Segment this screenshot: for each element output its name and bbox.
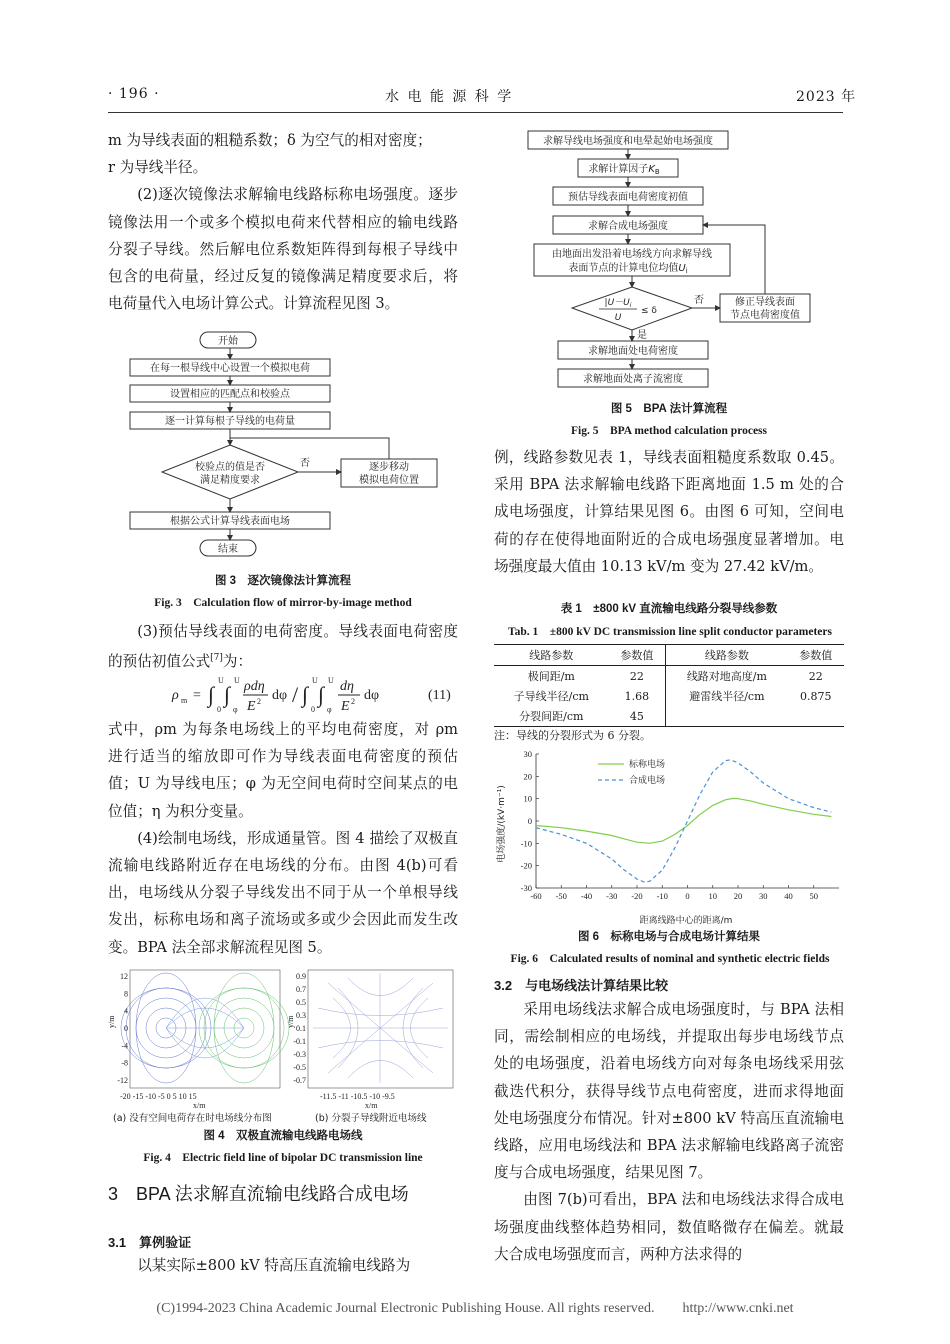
para-charge-end: 为：	[222, 653, 253, 671]
fig6-xtick-label: 20	[733, 891, 743, 901]
header-rule	[108, 112, 843, 113]
svg-text:2: 2	[351, 697, 355, 706]
fig5-box1: 求解导线电场强度和电晕起始电场强度	[543, 136, 713, 147]
para-charge-density	[108, 618, 458, 675]
fig3-no-label: 否	[300, 458, 310, 469]
svg-text:U: U	[218, 676, 224, 685]
fig6-xtick-label: -10	[656, 891, 668, 901]
fig6-xtick-label: 50	[809, 891, 818, 901]
fig4a-field-lines	[121, 973, 289, 1083]
table-row	[494, 666, 844, 687]
right-column-bottom	[494, 996, 844, 1268]
page-number: · 196 ·	[108, 86, 160, 102]
ref-7[interactable]: [7]	[210, 653, 223, 664]
fig6-series-synthetic	[536, 760, 831, 882]
svg-text:∫: ∫	[224, 682, 231, 707]
fig5-ui-sub: i	[685, 267, 688, 275]
fig4b-xlabel: x/m	[365, 1101, 378, 1110]
svg-text:φ: φ	[327, 705, 332, 714]
para-charge-text: (3)预估导线表面的电荷密度。导线表面电荷密度的预估初值公式	[108, 623, 458, 671]
fig3-step1: 在每一根导线中心设置一个模拟电荷	[150, 363, 310, 374]
fig3-caption-cn: 图 3 逐次镜像法计算流程	[214, 575, 352, 587]
figure-6-chart	[494, 746, 844, 926]
fig3-side-line1: 逐步移动	[369, 462, 409, 473]
right-column-top	[494, 444, 844, 580]
fig3-end: 结束	[218, 544, 238, 555]
svg-text:E: E	[247, 699, 256, 714]
fig4b-ytick: -0.1	[293, 1037, 306, 1046]
fig4-caption-en: Fig. 4 Electric field line of bipolar DC transmission line	[143, 1152, 423, 1164]
fig3-step2: 设置相应的匹配点和校验点	[170, 389, 290, 400]
fig6-xtick-label: -60	[530, 891, 542, 901]
fig4a-subcaption: (a) 没有空间电荷存在时电场线分布图	[113, 1113, 272, 1124]
fig5-ui: U	[678, 263, 686, 274]
fig4a-ytick: -8	[121, 1058, 128, 1068]
para-results: 例，线路参数见表 1，导线表面粗糙度系数取 0.45。采用 BPA 法求解输电线路下距离地面 1.5 m 处的合成电场强度，计算结果见图 6。由图 6 可知，空间电荷的存在使得地面附近的合成电场强度显著增加。电场强度最大值由 10.13 kV/m 变为 27.42 kV/m。	[494, 449, 844, 575]
svg-text:dη: dη	[340, 679, 354, 694]
para-field-lines: (4)绘制电场线，形成通量管。图 4 描绘了双极直流输电线路附近存在电场线的分布。由图 4(b)可看出，电场线从分裂子导线发出不同于从一个单根导线发出，标称电场和离子流场或多或少会因此而发生改变。BPA 法全部求解流程见图 5。	[108, 829, 458, 956]
svg-text:U: U	[312, 676, 318, 685]
section-3-2-heading: 3.2 与电场线法计算结果比较	[494, 978, 669, 993]
svg-text:φ: φ	[233, 705, 238, 714]
fig6-legend-label: 合成电场	[629, 776, 666, 786]
fig6-ytick-label: 30	[523, 749, 532, 759]
fig6-xtick-label: 30	[759, 891, 768, 901]
table-header: 线路参数	[666, 645, 788, 666]
table-cell: 45	[629, 709, 644, 723]
svg-text:m: m	[181, 696, 188, 705]
table-cell: 22	[808, 669, 823, 683]
fig5-box2: 求解计算因子	[588, 164, 649, 175]
fig6-ytick-label: 20	[523, 771, 532, 782]
table-cell: 极间距/m	[527, 670, 575, 683]
fig5-side-line1: 修正导线表面	[735, 297, 795, 308]
fig5-box3: 预估导线表面电荷密度初值	[568, 192, 688, 203]
fig3-caption-en: Fig. 3 Calculation flow of mirror-by-image method	[154, 597, 412, 609]
fig4a-ytick: 8	[124, 989, 128, 999]
fig5-yes-label: 是	[637, 330, 647, 341]
para-radius: r 为导线半径。	[108, 159, 208, 177]
left-column-mid	[108, 716, 458, 961]
table-row	[494, 706, 844, 727]
fig6-series-nominal	[536, 798, 831, 843]
fig6-xtick-label: 40	[784, 891, 793, 901]
fig5-kb-sub: B	[654, 168, 660, 176]
svg-text:U: U	[234, 676, 240, 685]
svg-text:∫: ∫	[318, 682, 325, 707]
fig4a-ytick: 12	[120, 972, 128, 981]
fig4b-field-lines	[313, 973, 448, 1083]
table-header: 参数值	[620, 649, 654, 662]
fig4a-ylabel: y/m	[107, 1015, 116, 1028]
fig6-xtick-label: -20	[631, 891, 643, 901]
para-field-line-method: 采用电场线法求解合成电场强度时，与 BPA 法相同，需绘制相应的电场线，并提取出每步电场线节点处的电场强度，沿着电场线方向对每条电场线采用弦截迭代积分，获得导线节点电荷密度，进而求得地面处电场强度分布情况。针对±800 kV 特高压直流输电线路，应用电场线法和 BPA 法求解输电线路离子流密度与合成电场强度，结果见图 7。	[494, 1001, 844, 1182]
fig5-decision-numerator: |U－U	[604, 298, 630, 308]
figure-4	[108, 968, 458, 1110]
fig5-box6: 求解地面处电荷密度	[588, 346, 678, 357]
table-cell: 分裂间距/cm	[519, 710, 584, 723]
svg-text:∫: ∫	[302, 682, 309, 707]
fig4b-xticks: -11.5 -11 -10.5 -10 -9.5	[320, 1092, 395, 1101]
equation-number: (11)	[428, 688, 451, 703]
table-cell: 22	[629, 669, 644, 683]
copyright-footer: (C)1994-2023 China Academic Journal Electronic Publishing House. All rights reserved. http://www.cnki.net	[156, 1301, 794, 1316]
table-cell	[788, 706, 844, 727]
fig5-kb: K	[648, 164, 655, 175]
fig6-ytick-label: -10	[520, 838, 532, 849]
fig4a-ytick: 0	[124, 1024, 128, 1033]
fig6-xtick-label: -50	[555, 891, 567, 901]
figure-3-flowchart	[108, 328, 458, 566]
svg-text:ρdη: ρdη	[244, 679, 265, 694]
fig5-box4: 求解合成电场强度	[588, 221, 668, 232]
para-comparison: 由图 7(b)可看出，BPA 法和电场线法求得合成电场强度曲线整体趋势相同，数值略微存在偏差。就最大合成电场强度而言，两种方法求得的	[494, 1191, 844, 1263]
fig4b-ytick: -0.5	[293, 1063, 306, 1072]
svg-text:dφ: dφ	[364, 688, 380, 703]
fig4a-ytick: 4	[124, 1006, 128, 1016]
table-header: 线路参数	[529, 649, 574, 662]
table-header: 参数值	[799, 649, 833, 662]
table-cell: 避雷线半径/cm	[666, 686, 788, 706]
fig6-ytick-label: 10	[523, 793, 532, 804]
svg-text:∫: ∫	[208, 682, 215, 707]
figure-5-flowchart	[494, 124, 844, 392]
section-3-heading: 3 BPA 法求解直流输电线路合成电场	[108, 1184, 409, 1204]
svg-text:=: =	[193, 688, 201, 703]
fig4a-ytick: -4	[121, 1041, 128, 1051]
svg-text:0: 0	[311, 705, 315, 714]
fig4b-ytick: -0.3	[293, 1050, 306, 1059]
fig6-caption-cn: 图 6 标称电场与合成电场计算结果	[577, 931, 761, 943]
fig6-legend-label: 标称电场	[629, 760, 666, 770]
table1-caption-cn: 表 1 ±800 kV 直流输电线路分裂导线参数	[560, 603, 778, 615]
fig6-ytick-label: 0	[527, 816, 532, 826]
fig5-caption-cn: 图 5 BPA 法计算流程	[610, 403, 728, 415]
table-1	[494, 644, 844, 727]
table1-caption-en: Tab. 1 ±800 kV DC transmission line split conductor parameters	[508, 626, 832, 638]
fig4a-xticks: -20 -15 -10 -5 0 5 10 15	[120, 1092, 197, 1101]
fig4b-ytick: -0.7	[293, 1076, 306, 1085]
fig6-xlabel: 距离线路中心的距离/m	[639, 916, 733, 926]
svg-text:E: E	[341, 699, 350, 714]
table1-note: 注：导线的分裂形式为 6 分裂。	[494, 729, 651, 742]
svg-text:表面节点的计算电位均值Ui	[568, 261, 687, 275]
table-cell	[666, 706, 788, 727]
fig5-box5-line1: 由地面出发沿着电场线方向求解导线	[552, 249, 712, 260]
fig6-ytick-label: -30	[520, 883, 532, 893]
fig5-decision-sub: i	[629, 302, 632, 309]
fig4b-ytick: 0.5	[296, 998, 306, 1007]
svg-text:dφ: dφ	[272, 688, 288, 703]
fig3-side-line2: 模拟电荷位置	[359, 475, 419, 486]
year: 2023 年	[796, 89, 857, 105]
fig4b-ytick: 0.1	[296, 1024, 306, 1033]
fig6-xtick-label: 10	[708, 891, 717, 901]
left-column-top	[108, 127, 458, 317]
fig6-xtick-label: -30	[606, 891, 618, 901]
fig6-xtick-label: 0	[685, 891, 690, 901]
fig4a-ytick: -12	[117, 1076, 128, 1085]
fig4b-ytick: 0.7	[296, 985, 306, 994]
para-example: 以某实际±800 kV 特高压直流输电线路为	[137, 1257, 411, 1274]
fig5-no-label: 否	[694, 295, 704, 306]
table-cell: 1.68	[624, 689, 650, 703]
svg-text:|U－Ui	[605, 298, 632, 309]
fig5-box7: 求解地面处离子流密度	[583, 374, 683, 385]
fig4b-subcaption: (b) 分裂子导线附近电场线	[315, 1113, 427, 1124]
svg-text:U: U	[328, 676, 334, 685]
journal-title: 水 电 能 源 科 学	[385, 89, 514, 105]
table-row	[494, 686, 844, 706]
para-roughness: m 为导线表面的粗糙系数；δ 为空气的相对密度；	[108, 132, 432, 149]
fig6-xtick-label: -40	[580, 891, 593, 901]
fig5-decision-relation: ≤ δ	[641, 306, 657, 316]
section-3-1-heading: 3.1 算例验证	[108, 1235, 192, 1250]
fig3-step4: 根据公式计算导线表面电场	[170, 516, 290, 527]
svg-text:/: /	[292, 682, 299, 707]
fig4b-ylabel: y/m	[286, 1015, 295, 1028]
table-cell: 线路对地高度/m	[666, 666, 788, 687]
fig5-decision-denominator: U	[614, 313, 622, 323]
svg-text:ρ: ρ	[172, 688, 179, 703]
fig3-step3: 逐一计算每根子导线的电荷量	[165, 416, 295, 427]
equation-11	[160, 670, 460, 718]
table-cell: 0.875	[800, 689, 832, 703]
fig4a-xlabel: x/m	[193, 1101, 206, 1110]
para-mirror-method: (2)逐次镜像法求解输电线路标称电场强度。逐步镜像法用一个或多个模拟电荷来代替相应的输电线路分裂子导线。然后解电位系数矩阵得到每根子导线中包含的电荷量，经过反复的镜像满足精度要求后，将电荷量代入电场计算公式。计算流程见图 3。	[108, 186, 458, 313]
svg-text:求解计算因子KB	[588, 162, 660, 176]
svg-text:2: 2	[257, 697, 261, 706]
fig4-caption-cn: 图 4 双极直流输电线路电场线	[203, 1130, 363, 1142]
fig5-box5-line2: 表面节点的计算电位均值	[568, 263, 679, 274]
fig4b-ytick: 0.3	[296, 1011, 306, 1020]
para-symbols: 式中，ρm 为每条电场线上的平均电荷密度，对 ρm 进行适当的缩放即可作为导线表面电荷密度的预估值；U 为导线电压；φ 为无空间电荷时空间某点的电位值；η 为积分变量。	[108, 721, 458, 820]
fig3-decision-line2: 满足精度要求	[200, 475, 260, 486]
fig4b-ytick: 0.9	[296, 972, 306, 981]
fig3-decision-line1: 校验点的值是否	[195, 462, 265, 473]
fig6-ylabel: 电场强度/(kV·m⁻¹)	[497, 785, 507, 863]
fig3-start: 开始	[218, 336, 238, 347]
svg-text:0: 0	[217, 705, 221, 714]
left-column-bottom	[108, 1252, 458, 1279]
fig6-caption-en: Fig. 6 Calculated results of nominal and synthetic electric fields	[510, 953, 830, 965]
fig5-caption-en: Fig. 5 BPA method calculation process	[570, 425, 768, 437]
fig6-ytick-label: -20	[520, 860, 532, 871]
fig5-side-line2: 节点电荷密度值	[730, 310, 800, 321]
table-cell: 子导线半径/cm	[513, 690, 589, 703]
